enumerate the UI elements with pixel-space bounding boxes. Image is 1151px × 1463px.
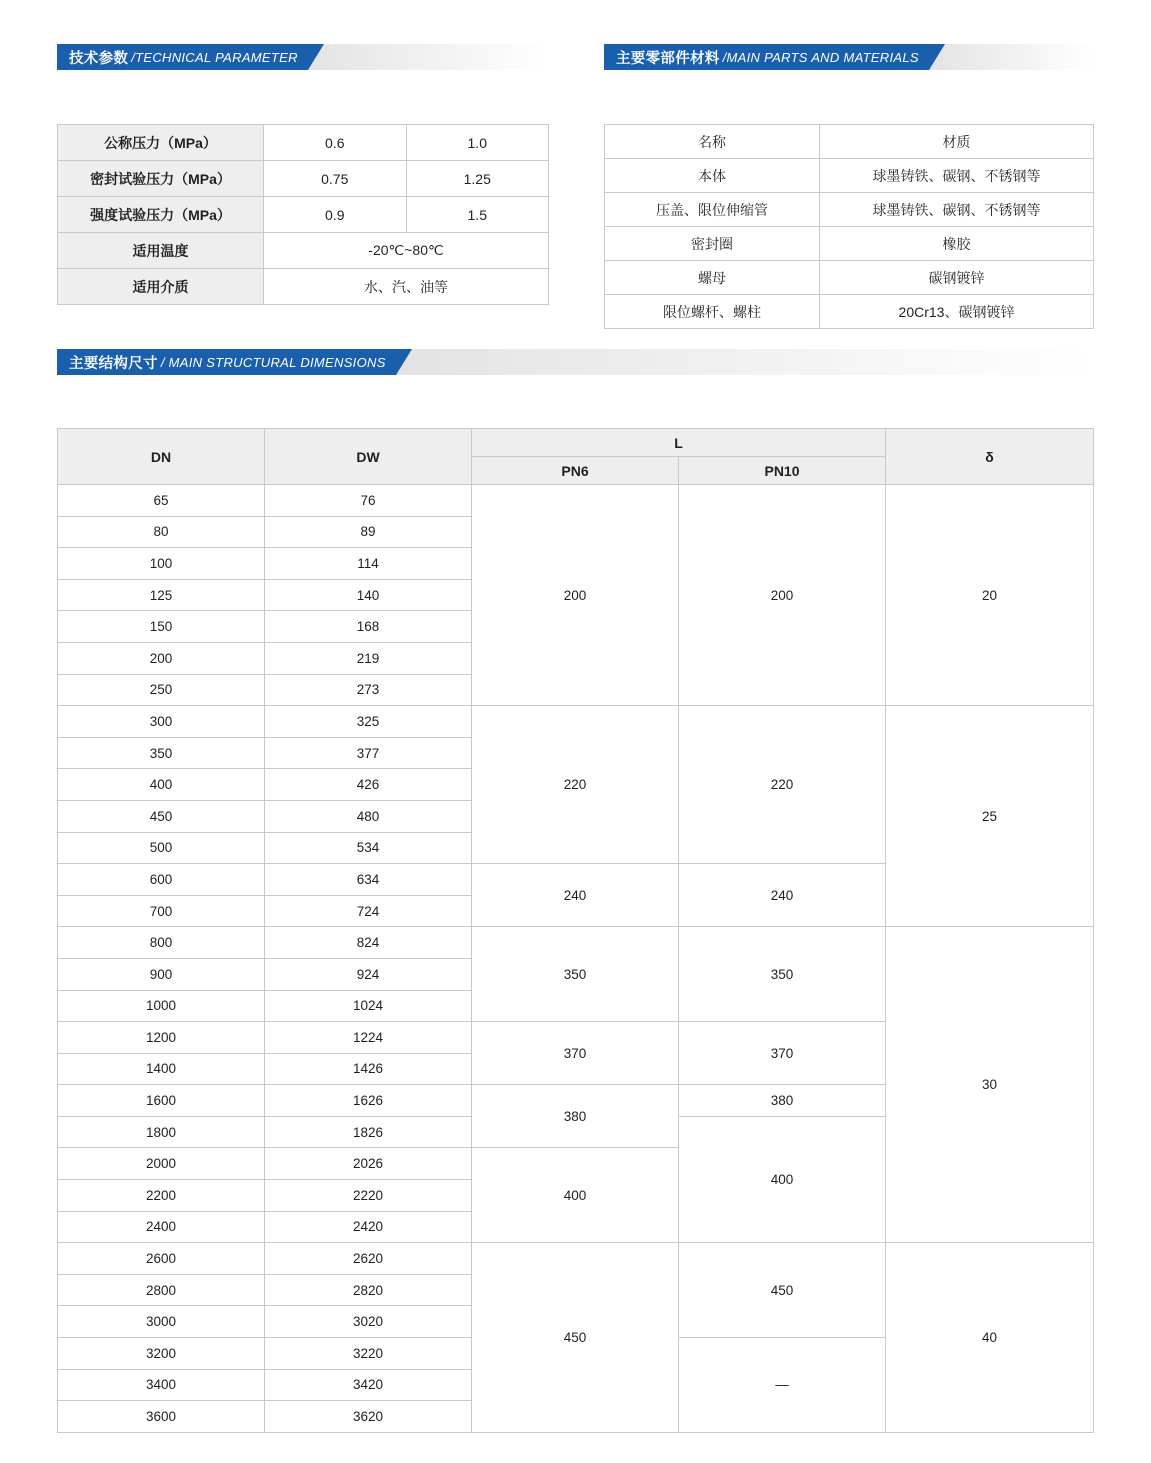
row-value-1: 0.75 xyxy=(264,161,407,197)
table-row xyxy=(58,197,549,233)
cell-dn: 3600 xyxy=(58,1401,265,1433)
cell-dn: 500 xyxy=(58,832,265,864)
cell-dn: 2200 xyxy=(58,1180,265,1212)
cell-dn: 400 xyxy=(58,769,265,801)
row-value-2: 1.0 xyxy=(406,125,549,161)
cell-dn: 300 xyxy=(58,706,265,738)
banner-gradient-tail xyxy=(308,44,549,70)
row-label: 强度试验压力（MPa） xyxy=(58,197,264,233)
technical-parameter-section xyxy=(57,44,549,305)
cell-dw: 2820 xyxy=(265,1274,472,1306)
table-row xyxy=(58,161,549,197)
technical-parameter-title xyxy=(57,44,308,70)
row-value-2: 1.25 xyxy=(406,161,549,197)
cell-dw: 824 xyxy=(265,927,472,959)
cell-dw: 325 xyxy=(265,706,472,738)
dimensions-title-cn: 主要结构尺寸 xyxy=(69,355,158,372)
cell-pn6: 200 xyxy=(472,485,679,706)
cell-pn10: 400 xyxy=(679,1116,886,1242)
column-header-delta: δ xyxy=(886,429,1094,485)
part-material: 橡胶 xyxy=(820,227,1094,261)
part-name: 密封圈 xyxy=(605,227,820,261)
cell-dw: 3020 xyxy=(265,1306,472,1338)
materials-title xyxy=(604,44,929,70)
cell-pn6: 400 xyxy=(472,1148,679,1243)
cell-dn: 2800 xyxy=(58,1274,265,1306)
column-header-l: L xyxy=(472,429,886,457)
part-material: 碳钢镀锌 xyxy=(820,261,1094,295)
table-row xyxy=(58,125,549,161)
cell-dw: 377 xyxy=(265,737,472,769)
table-row xyxy=(605,193,1094,227)
table-row xyxy=(58,1243,1094,1275)
column-header-name: 名称 xyxy=(605,125,820,159)
cell-dw: 168 xyxy=(265,611,472,643)
banner-gradient-tail xyxy=(929,44,1094,70)
cell-dw: 273 xyxy=(265,674,472,706)
cell-pn10: 450 xyxy=(679,1243,886,1338)
cell-dn: 3000 xyxy=(58,1306,265,1338)
dimensions-table xyxy=(57,428,1094,1433)
cell-dn: 2400 xyxy=(58,1211,265,1243)
cell-dw: 1426 xyxy=(265,1053,472,1085)
cell-pn6: 240 xyxy=(472,864,679,927)
cell-dn: 350 xyxy=(58,737,265,769)
row-value-1: 0.6 xyxy=(264,125,407,161)
table-row xyxy=(605,159,1094,193)
cell-dn: 1000 xyxy=(58,990,265,1022)
cell-dw: 634 xyxy=(265,864,472,896)
cell-dn: 200 xyxy=(58,642,265,674)
row-label: 公称压力（MPa） xyxy=(58,125,264,161)
row-label: 密封试验压力（MPa） xyxy=(58,161,264,197)
cell-dn: 2000 xyxy=(58,1148,265,1180)
cell-dw: 219 xyxy=(265,642,472,674)
cell-dw: 724 xyxy=(265,895,472,927)
part-name: 本体 xyxy=(605,159,820,193)
cell-pn6: 370 xyxy=(472,1022,679,1085)
table-row xyxy=(58,269,549,305)
materials-section xyxy=(604,44,1094,329)
cell-dw: 480 xyxy=(265,800,472,832)
cell-dw: 1024 xyxy=(265,990,472,1022)
cell-dw: 1826 xyxy=(265,1116,472,1148)
dimensions-banner xyxy=(57,349,1094,375)
column-header-pn10: PN10 xyxy=(679,457,886,485)
cell-pn10: 370 xyxy=(679,1022,886,1085)
dimensions-section xyxy=(57,349,1094,1433)
column-header-pn6: PN6 xyxy=(472,457,679,485)
materials-table xyxy=(604,124,1094,329)
cell-dn: 80 xyxy=(58,516,265,548)
dimensions-title xyxy=(57,349,396,375)
cell-dw: 2620 xyxy=(265,1243,472,1275)
cell-dn: 2600 xyxy=(58,1243,265,1275)
technical-parameter-title-cn: 技术参数 xyxy=(69,50,129,67)
cell-pn10: 380 xyxy=(679,1085,886,1117)
materials-title-cn: 主要零部件材料 xyxy=(616,50,720,67)
row-value-1: 0.9 xyxy=(264,197,407,233)
materials-banner xyxy=(604,44,1094,70)
cell-dn: 450 xyxy=(58,800,265,832)
technical-parameter-banner xyxy=(57,44,549,70)
cell-dw: 114 xyxy=(265,548,472,580)
cell-dn: 1800 xyxy=(58,1116,265,1148)
column-header-dw: DW xyxy=(265,429,472,485)
column-header-material: 材质 xyxy=(820,125,1094,159)
cell-dw: 924 xyxy=(265,958,472,990)
part-name: 限位螺杆、螺柱 xyxy=(605,295,820,329)
cell-dn: 3200 xyxy=(58,1338,265,1370)
dimensions-title-en: / MAIN STRUCTURAL DIMENSIONS xyxy=(160,354,386,370)
cell-pn10: 350 xyxy=(679,927,886,1022)
cell-dn: 900 xyxy=(58,958,265,990)
cell-dn: 1600 xyxy=(58,1085,265,1117)
cell-dw: 76 xyxy=(265,485,472,517)
cell-delta: 40 xyxy=(886,1243,1094,1433)
cell-dn: 250 xyxy=(58,674,265,706)
cell-dw: 140 xyxy=(265,579,472,611)
cell-dn: 65 xyxy=(58,485,265,517)
technical-parameter-title-en: /TECHNICAL PARAMETER xyxy=(131,49,298,65)
cell-dn: 1200 xyxy=(58,1022,265,1054)
table-row xyxy=(58,927,1094,959)
table-row xyxy=(58,706,1094,738)
row-value-2: 1.5 xyxy=(406,197,549,233)
table-header-row-top xyxy=(58,429,1094,457)
cell-dw: 426 xyxy=(265,769,472,801)
cell-delta: 25 xyxy=(886,706,1094,927)
cell-pn6: 220 xyxy=(472,706,679,864)
cell-dn: 100 xyxy=(58,548,265,580)
cell-pn6: 380 xyxy=(472,1085,679,1148)
table-header-row xyxy=(605,125,1094,159)
cell-dn: 600 xyxy=(58,864,265,896)
cell-delta: 20 xyxy=(886,485,1094,706)
table-row xyxy=(605,261,1094,295)
cell-pn10: 240 xyxy=(679,864,886,927)
row-value-span: -20℃~80℃ xyxy=(264,233,549,269)
part-material: 球墨铸铁、碳钢、不锈钢等 xyxy=(820,193,1094,227)
row-value-span: 水、汽、油等 xyxy=(264,269,549,305)
cell-dn: 3400 xyxy=(58,1369,265,1401)
cell-dw: 1626 xyxy=(265,1085,472,1117)
technical-parameter-table xyxy=(57,124,549,305)
cell-dw: 534 xyxy=(265,832,472,864)
table-row xyxy=(58,233,549,269)
cell-dw: 1224 xyxy=(265,1022,472,1054)
table-row xyxy=(605,227,1094,261)
cell-dw: 3420 xyxy=(265,1369,472,1401)
cell-pn10: 220 xyxy=(679,706,886,864)
cell-pn10: 200 xyxy=(679,485,886,706)
row-label: 适用介质 xyxy=(58,269,264,305)
cell-delta: 30 xyxy=(886,927,1094,1243)
table-row xyxy=(58,485,1094,517)
part-material: 20Cr13、碳钢镀锌 xyxy=(820,295,1094,329)
cell-dw: 3620 xyxy=(265,1401,472,1433)
cell-dw: 2220 xyxy=(265,1180,472,1212)
table-row xyxy=(605,295,1094,329)
cell-dw: 2026 xyxy=(265,1148,472,1180)
cell-pn10: — xyxy=(679,1338,886,1433)
row-label: 适用温度 xyxy=(58,233,264,269)
column-header-dn: DN xyxy=(58,429,265,485)
cell-dn: 1400 xyxy=(58,1053,265,1085)
part-material: 球墨铸铁、碳钢、不锈钢等 xyxy=(820,159,1094,193)
banner-gradient-tail xyxy=(396,349,1094,375)
part-name: 压盖、限位伸缩管 xyxy=(605,193,820,227)
cell-pn6: 350 xyxy=(472,927,679,1022)
cell-dn: 800 xyxy=(58,927,265,959)
cell-dn: 700 xyxy=(58,895,265,927)
materials-title-en: /MAIN PARTS AND MATERIALS xyxy=(722,49,919,65)
cell-pn6: 450 xyxy=(472,1243,679,1433)
cell-dw: 89 xyxy=(265,516,472,548)
cell-dw: 3220 xyxy=(265,1338,472,1370)
part-name: 螺母 xyxy=(605,261,820,295)
cell-dn: 150 xyxy=(58,611,265,643)
cell-dw: 2420 xyxy=(265,1211,472,1243)
cell-dn: 125 xyxy=(58,579,265,611)
